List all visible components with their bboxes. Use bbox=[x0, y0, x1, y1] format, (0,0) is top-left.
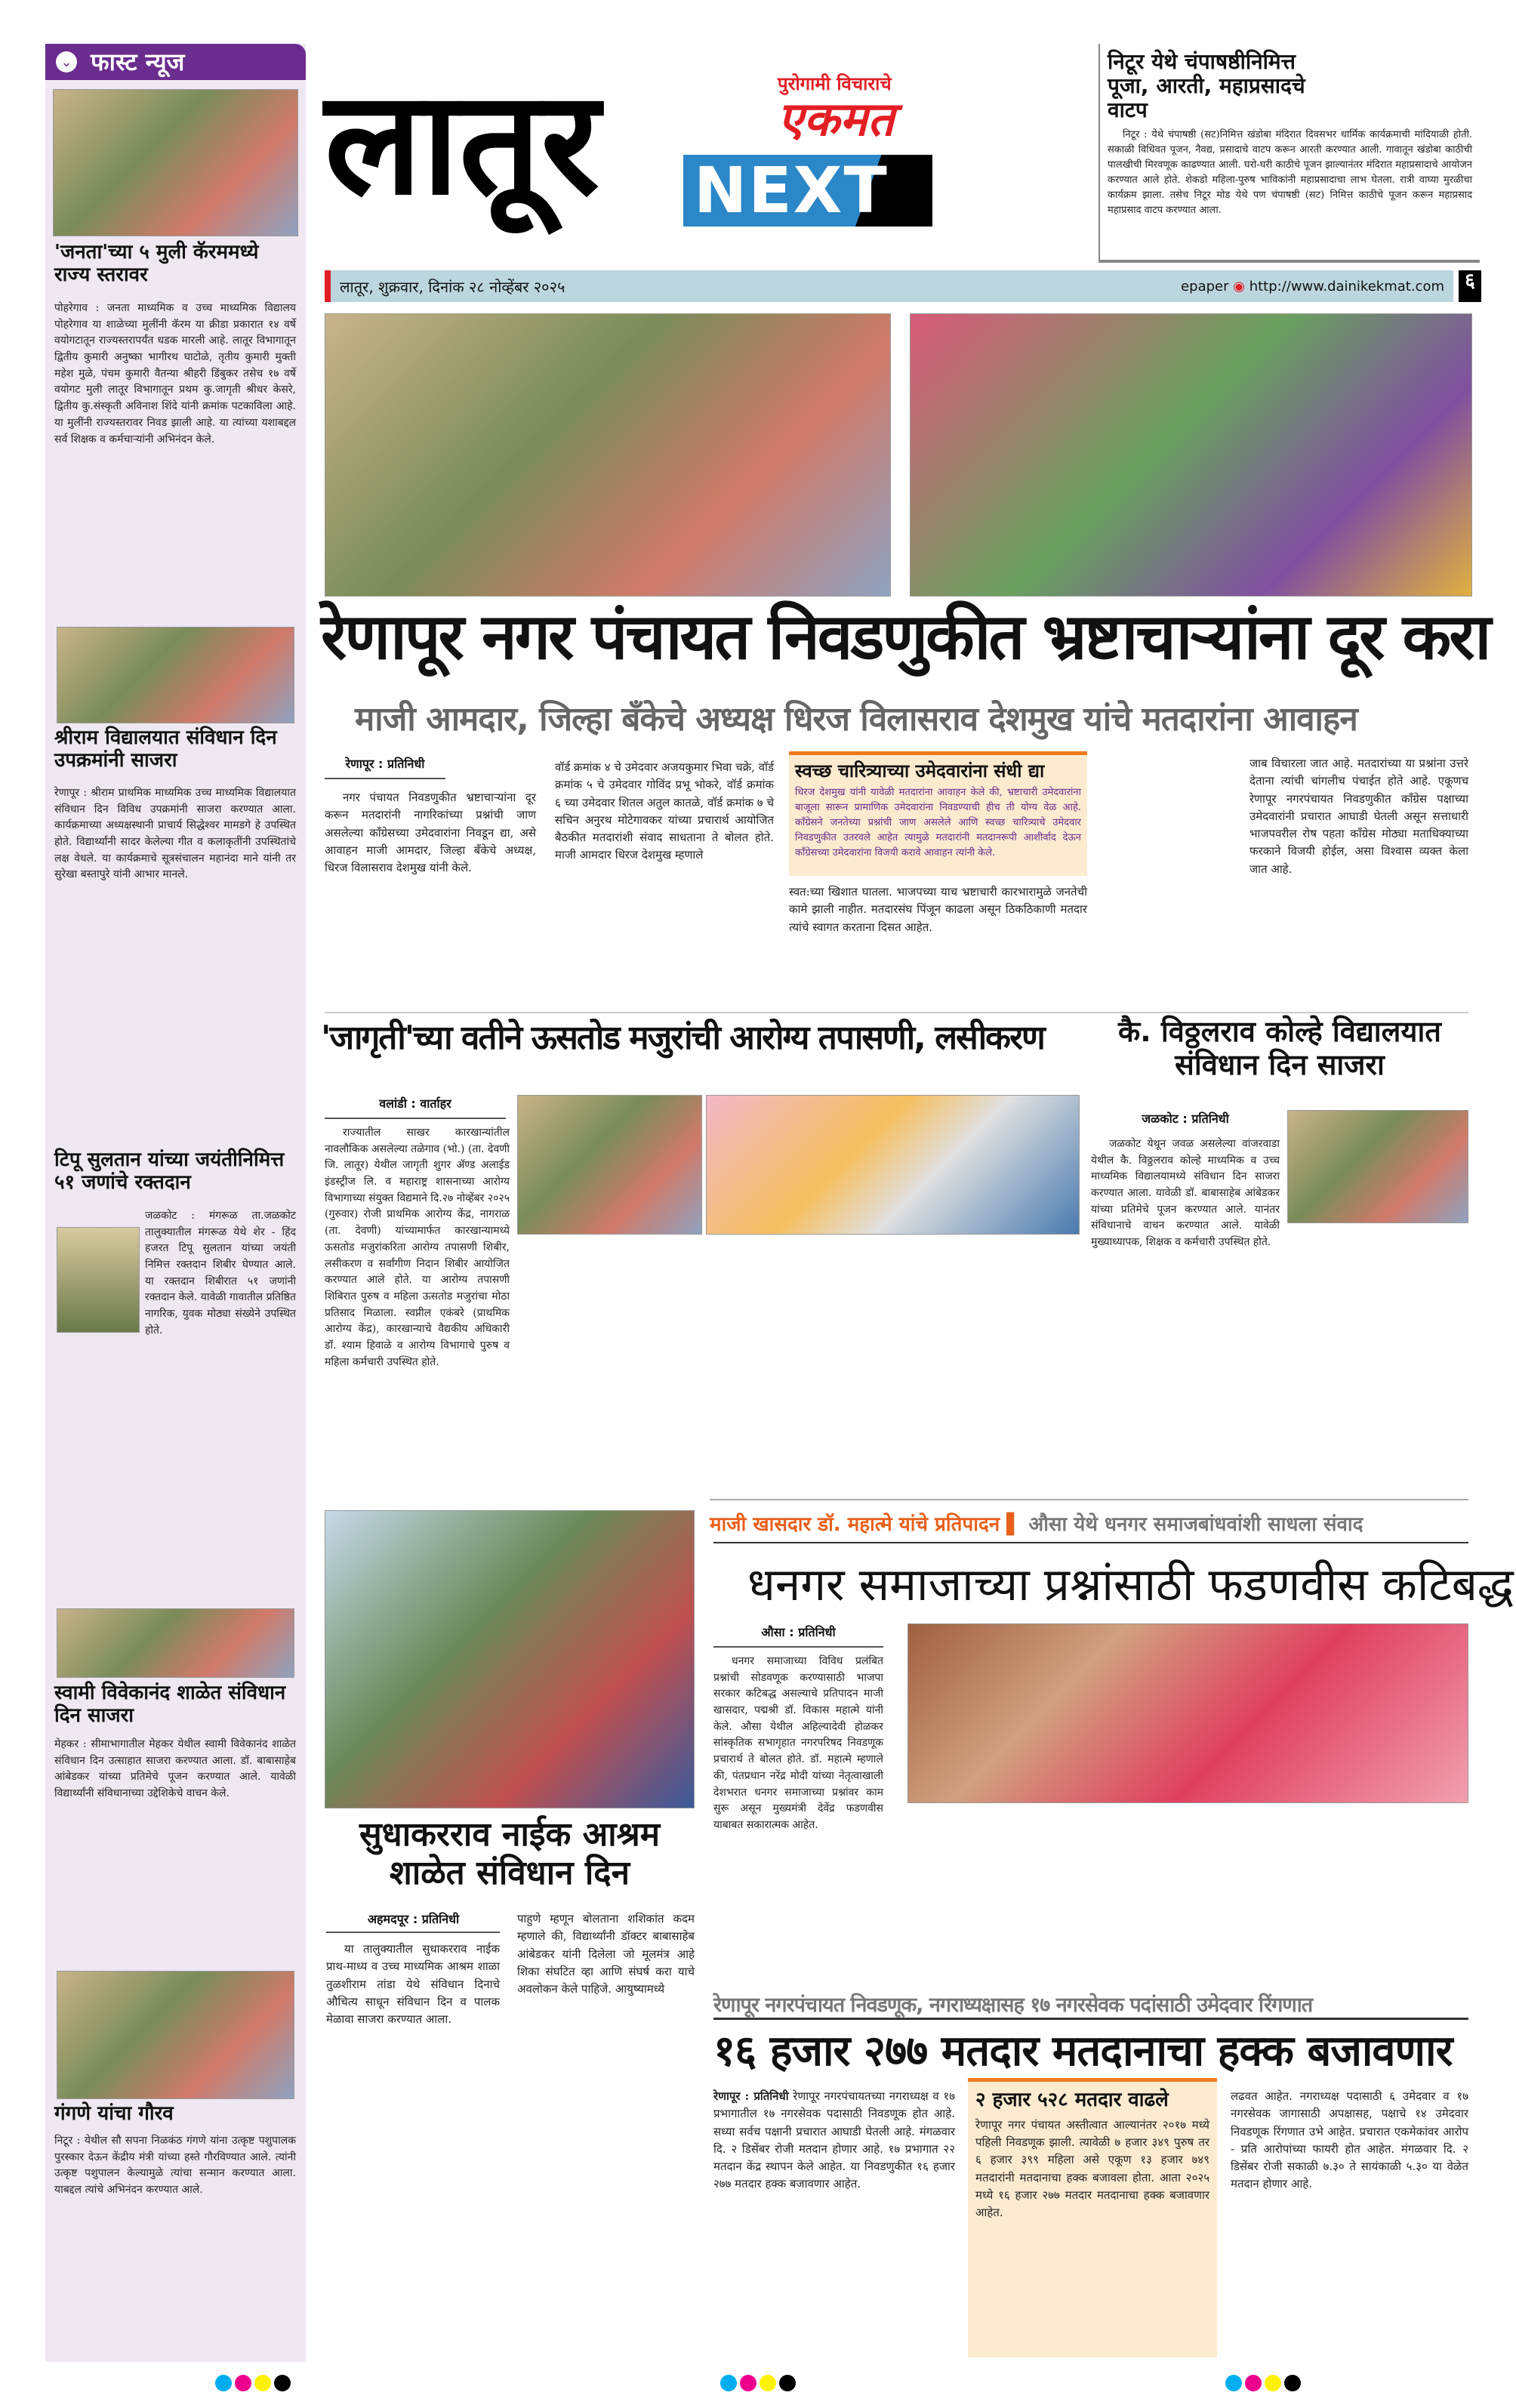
jagruti-photo-1 bbox=[517, 1095, 702, 1235]
voters-box: २ हजार ५२८ मतदार वाढले रेणापूर नगर पंचायत अस्तीत्वात आल्यानंतर २०१७ मध्ये पहिली निवडणूक झाली. त्यावेळी ७ हजार ३४९ पुरुष तर ६ हजार ३९९ महिला असे एकूण १३ हजार ७४९ मतदारांनी मतदानाचा हक्क बजावला होता. आता २०२५ मध्ये १६ हजार २७७ मतदार मतदानाचा हक्क बजावणार आहेत. bbox=[968, 2078, 1217, 2357]
lead-subhead: माजी आमदार, जिल्हा बँकेचे अध्यक्ष धिरज विलासराव देशमुख यांचे मतदारांना आवाहन bbox=[355, 700, 1357, 738]
divider bbox=[713, 1542, 1468, 1543]
bottom-body-right: लढवत आहेत. नगराध्यक्ष पदासाठी ६ उमेदवार व १७ नगरसेवक जागासाठी अपक्षासह, पक्षाचे १४ उमेदवार निवडणूक रिंगणात उभे आहेत. प्रचारात एकमेकांवर आरोप - प्रति आरोपांच्या फायरी होत आहेत. मंगळवार दि. २ डिसेंबर रोजी सकाळी ७.३० ते सायंकाळी ५.३० या वेळेत मतदान होणार आहे. bbox=[1231, 2089, 1468, 2191]
lead-photo-left bbox=[325, 313, 891, 597]
dhangar-byline: औसा : प्रतिनिधी bbox=[761, 1625, 836, 1639]
kolhe-body: जळकोट येथून जवळ असलेल्या वांजरवाडा येथील कै. विठ्ठलराव कोल्हे माध्यमिक व उच्च माध्यमिक विद्यालयामध्ये संविधान दिन साजरा करण्यात आला. यावेळी डॉ. बाबासाहेब आंबेडकर यांच्या प्रतिमेचे पूजन करण्यात आले. यानंतर संविधानाचे वाचन करण्यात आले. यावेळी मुख्याध्यापक, शिक्षक व कर्मचारी उपस्थित होते. bbox=[1091, 1138, 1280, 1249]
dhangar-photo bbox=[907, 1623, 1468, 1803]
lead-col-3: स्वत:च्या खिशात घातला. भाजपच्या याच भ्रष्टाचारी कारभारामुळे जनतेची कामे झाली नाहीत. मतदारसंघ पिंजून काढला असून ठिकठिकाणी मतदार त्यांचे स्वागत करताना दिसत आहेत. bbox=[789, 885, 1087, 934]
left-headline-4: स्वामी विवेकानंद शाळेत संविधान दिन साजरा bbox=[54, 1682, 286, 1727]
kolhe-headline: कै. विठ्ठलराव कोल्हे विद्यालयात संविधान दिन साजरा bbox=[1118, 1015, 1441, 1081]
lead-photo-right bbox=[910, 313, 1472, 597]
left-headline-2: श्रीराम विद्यालयात संविधान दिन उपक्रमांनी साजरा bbox=[54, 726, 277, 772]
bottom-headline: १६ हजार २७७ मतदार मतदानाचा हक्क बजावणार bbox=[713, 2027, 1453, 2076]
left-body-3: जळकोट : मंगरूळ ता.जळकोट तालुक्यातील मंगरूळ येथे शेर - हिंद हजरत टिपू सुलतान यांच्या जयंती निमित्त रक्तदान शिबीर घेण्यात आले. या रक्तदान शिबीरात ५१ जणांनी रक्तदान केले. यावेळी गावातील प्रतिष्ठित नागरिक, युवक मोठ्या संख्येने उपस्थित होते. bbox=[145, 1210, 296, 1337]
dhangar-headline: धनगर समाजाच्या प्रश्नांसाठी फडणवीस कटिबद्ध bbox=[747, 1559, 1514, 1611]
naik-headline: सुधाकरराव नाईक आश्रम शाळेत संविधान दिन bbox=[359, 1815, 661, 1892]
lead-col-1: नगर पंचायत निवडणुकीत भ्रष्टाचाऱ्यांना दूर करून मतदारांनी नागरिकांच्या प्रश्नांची जाण असलेल्या काँग्रेसच्या उमेदवारांना निवडून द्या, असे आवाहन माजी आमदार, जिल्हा बँकेचे अध्यक्ष, धिरज विलासराव देशमुख यांनी केले. bbox=[325, 791, 536, 874]
dhangar-kicker: माजी खासदार डॉ. महात्मे यांचे प्रतिपादन ▌ औसा येथे धनगर समाजबांधवांशी साधला संवाद bbox=[710, 1513, 1363, 1536]
masthead-city: लातूर bbox=[325, 60, 600, 227]
shriram-photo bbox=[57, 627, 294, 723]
divider bbox=[710, 1499, 1468, 1500]
lead-byline: रेणापूर : प्रतिनिधी bbox=[345, 757, 425, 771]
left-headline-3: टिपू सुलतान यांच्या जयंतीनिमित्त ५१ जणांचे रक्तदान bbox=[54, 1149, 285, 1194]
epaper-link[interactable]: http://www.dainikekmat.com bbox=[1249, 278, 1444, 294]
naik-body-1: या तालुक्यातील सुधाकरराव नाईक प्राथ-माध्य व उच्च माध्यमिक आश्रम शाळा तुळशीराम तांडा येथे संविधान दिनाचे औचित्य साधून संविधान दिन व पालक मेळावा साजरा करण्यात आला. bbox=[326, 1942, 500, 2026]
nidur-article: निटूर येथे चंपाषष्ठीनिमित्त पूजा, आरती, महाप्रसादचे वाटप निटूर : येथे चंपाषष्ठी (सट)निमित्त खंडोबा मंदिरात दिवसभर धार्मिक कार्यक्रमाची मांदियाळी होती. सकाळी विधिवत पूजन, नैवद्य, प्रसादाचे वाटप करून आरती करण्यात आली. गावातून खंडोबा काठीची पालखीची मिरवणूक काढण्यात आली. घरो-घरी काठीचे पूजन झाल्यानंतर मंदिरात महाप्रसादाचे आयोजन करण्यात आले होते. शेकडो महिला-पुरुष भाविकांनी महाप्रसादाचा लाभ घेतला. रात्री वाघ्या मुरळीचा कार्यक्रम झाला. तसेच निटूर मोड येथे पण चंपाषष्ठी (सट) निमित्त काठीचे पूजन करून महाप्रसाद महाप्रसाद वाटप करण्यात आला. bbox=[1098, 44, 1480, 263]
naik-byline: अहमदपूर : प्रतिनिधी bbox=[367, 1912, 460, 1926]
left-headline-5: गंगणे यांचा गौरव bbox=[54, 2102, 174, 2125]
globe-icon: ◉ bbox=[1233, 278, 1245, 294]
next-logo: NEXT bbox=[683, 155, 932, 227]
chevron-down-icon: ⌄ bbox=[56, 51, 77, 72]
lead-headline: रेणापूर नगर पंचायत निवडणुकीत भ्रष्टाचाऱ्यांना दूर करा bbox=[321, 600, 1490, 674]
left-body-5: निटूर : येथील सौ सपना निळकंठ गंगणे यांना उत्कृष्ट पशुपालक पुरस्कार देऊन केंद्रीय मंत्री यांच्या हस्ते गौरविण्यात आले. त्यांनी उत्कृष्ट पशुपालन केल्यामुळे त्यांचा सन्मान करण्यात आला. याबद्दल त्यांचे अभिनंदन करण्यात आले. bbox=[54, 2135, 296, 2197]
divider bbox=[326, 1932, 500, 1933]
left-body-4: मेहकर : सीमाभागातील मेहकर येथील स्वामी विवेकानंद शाळेत संविधान दिन उत्साहात साजरा करण्यात आला. डॉ. बाबासाहेब आंबेडकर यांच्या प्रतिमेचे पूजन करण्यात आले. यावेळी विद्यार्थ्यांनी संविधानाच्या उद्देशिकेचे वाचन केले. bbox=[54, 1738, 296, 1800]
naik-photo bbox=[325, 1510, 695, 1808]
divider bbox=[713, 1646, 883, 1648]
lead-col-2: वॉर्ड क्रमांक ४ चे उमेदवार अजयकुमार भिवा चक्रे, वॉर्ड क्रमांक ५ चे उमेदवार गोविंद प्रभू भोकरे, वॉर्ड क्रमांक ६ च्या उमेदवार शितल अतुल कातळे, वॉर्ड क्रमांक ७ चे सचिन अनुरथ मोटेगावकर यांच्या प्रचारार्थ आयोजित बैठकीत मतदारांशी संवाद साधताना ते बोलत होते. माजी आमदार धिरज देशमुख म्हणाले bbox=[555, 760, 774, 862]
bottom-body: रेणापूर : प्रतिनिधी रेणापूर नगरपंचायतच्या नगराध्यक्ष व १७ प्रभागातील १७ नगरसेवक पदासाठी निवडणूक होत आहे. सध्या सर्वच पक्षानी प्रचारात आघाडी घेतली आहे. मंगळवार दि. २ डिसेंबर रोजी मतदान होणार आहे. १७ प्रभागात २२ मतदान केंद्र स्थापन केले आहेत. या निवडणुकीत १६ हजार २७७ मतदार हक्क बजावणार आहेत. bbox=[713, 2089, 955, 2191]
gangane-photo bbox=[57, 1971, 294, 2099]
vivekanand-photo bbox=[57, 1608, 294, 1678]
masthead-brand-logo: एकमत bbox=[778, 91, 895, 146]
page-number: ६ bbox=[1459, 270, 1481, 302]
divider bbox=[325, 1012, 1468, 1013]
bottom-kicker: रेणापूर नगरपंचायत निवडणूक, नगराध्यक्षासह १७ नगरसेवक पदांसाठी उमेदवार रिंगणात bbox=[713, 1993, 1313, 2017]
lead-highlight-box: स्वच्छ चारित्र्याच्या उमेदवारांना संधी द्या धिरज देशमुख यांनी यावेळी मतदारांना आवाहन केले की, भ्रष्टाचारी उमेदवारांना बाजूला सारून प्रामाणिक उमेदवारांना निवडण्याची हीच ती योग्य वेळ आहे. काँग्रेसने जनतेच्या प्रश्नांची जाण असलेले आणि स्वच्छ चारित्र्याचे उमेदवार निवडणुकीत उतरवले आहेत त्यामुळे मतदारांनी मतदानरूपी आशीर्वाद देऊन काँग्रेसच्या उमेदवारांना विजयी करावे आवाहन त्यांनी केले. bbox=[789, 751, 1087, 876]
divider bbox=[325, 778, 445, 779]
left-headline-1: 'जनता'च्या ५ मुली कॅरममध्ये राज्य स्तरावर bbox=[54, 241, 259, 286]
jagruti-body: राज्यातील साखर कारखान्यांतील नावलौकिक असलेल्या तळेगाव (भो.) (ता. देवणी जि. लातूर) येथील जागृती शुगर ॲण्ड अलाईड इंडस्ट्रीज लि. व महाराष्ट्र शासनाच्या आरोग्य विभागाच्या संयुक्त विद्यमाने दि.२७ नोव्हेंबर २०२५ (गुरुवार) रोजी प्राथमिक आरोग्य केंद्र, नागराळ (ता. देवणी) यांच्यामार्फत कारखान्यामध्ये ऊसतोड मजुरांकरिता आरोग्य तपासणी शिबीर, लसीकरण व सर्वांगीण निदान शिबीर आयोजित करण्यात आले होते. या आरोग्य तपासणी शिबिरात पुरुष व महिला ऊसतोड मजुरांचा मोठा प्रतिसाद मिळाला. स्वप्नील एकंबरे (प्राथमिक आरोग्य केंद्र), कारखान्याचे वैद्यकीय अधिकारी डॉ. श्याम हिवाळे व आरोग्य विभागाचे पुरुष व महिला कर्मचारी उपस्थित होते. bbox=[325, 1127, 510, 1368]
date-bar: लातूर, शुक्रवार, दिनांक २८ नोव्हेंबर २०२५ epaper ◉ http://www.dainikekmat.com bbox=[325, 270, 1453, 302]
left-body-1: पोहरेगाव : जनता माध्यमिक व उच्च माध्यमिक विद्यालय पोहरेगाव या शाळेच्या मुलींनी कॅरम या क्रीडा प्रकारात १४ वर्षे वयोगटातून राज्यस्तरापर्यंत धडक मारली आहे. लातूर विभागातून द्वितीय कुमारी अनुष्का भागीरथ घाटोळे, तृतीय कुमारी मुक्ती महेश मुळे, पंचम कुमारी वैतन्या श्रीहरी डिंबुकर तसेच १७ वर्षे वयोगट मुली लातूर विभागातून प्रथम कु.जागृती श्रीधर केसरे, द्वितीय कु.संस्कृती अविनाश शिंदे यांनी क्रमांक पटकाविला आहे. या मुलींनी राज्यस्तरावर निवड झाली आहे. या त्यांच्या यशाबद्दल सर्व शिक्षक व कर्मचाऱ्यांनी अभिनंदन केले. bbox=[54, 302, 296, 446]
dhangar-body: धनगर समाजाच्या विविध प्रलंबित प्रश्नांची सोडवणूक करण्यासाठी भाजपा सरकार कटिबद्ध असल्याचे प्रतिपादन माजी खासदार, पद्मश्री डॉ. विकास महात्मे यांनी केले. औसा येथील अहिल्यादेवी होळकर सांस्कृतिक सभागृहात नगरपरिषद निवडणूक प्रचारार्थ ते बोलत होते. डॉ. महात्मे म्हणाले की, पंतप्रधान नरेंद्र मोदी यांच्या नेतृत्वाखाली देशभरात धनगर समाजाच्या प्रश्नांवर काम सुरू असून मुख्यमंत्री देवेंद्र फडणवीस याबाबत सकारात्मक आहेत. bbox=[713, 1655, 883, 1831]
masthead-tagline: पुरोगामी विचाराचे bbox=[778, 73, 892, 94]
kolhe-photo bbox=[1287, 1110, 1468, 1223]
jagruti-byline: वलांडी : वार्ताहर bbox=[379, 1096, 451, 1111]
divider bbox=[325, 1118, 506, 1119]
fast-news-header: ⌄ फास्ट न्यूज bbox=[45, 44, 306, 80]
jagruti-photo-2 bbox=[706, 1095, 1080, 1235]
lead-col-4: जाब विचारला जात आहे. मतदारांच्या या प्रश्नांना उत्तरे देताना त्यांची चांगलीच पंचाईत होते आहे. एकूणच रेणापूर नगरपंचायत निवडणुकीत काँग्रेस पक्षाच्या उमेदवारांनी प्रचारात आघाडी घेतली असून सत्ताधारी भाजपवरील रोष पहता काँग्रेस मोठ्या मताधिक्याच्या फरकाने विजयी होईल, असा विश्वास व्यक्त केला जात आहे. bbox=[1249, 757, 1468, 876]
jagruti-headline: 'जागृती'च्या वतीने ऊसतोड मजुरांची आरोग्य तपासणी, लसीकरण bbox=[321, 1019, 1044, 1057]
left-body-2: रेणापूर : श्रीराम प्राथमिक माध्यमिक उच्च माध्यमिक विद्यालयात संविधान दिन विविध उपक्रमांनी साजरा करण्यात आला. कार्यक्रमाच्या अध्यक्षस्थानी प्राचार्य सिद्धेश्वर मामडगे हे उपस्थित होते. विद्यार्थ्यांनी सादर केलेल्या गीत व कलाकृतींनी उपस्थितांचे लक्ष वेधले. या कार्यक्रमाचे सूत्रसंचालन महानंदा माने यांनी तर सुरेखा बस्तापुरे यांनी आभार मानले. bbox=[54, 787, 296, 881]
naik-body-2: पाहुणे म्हणून बोलताना शशिकांत कदम म्हणाले की, विद्यार्थ्यांनी डॉक्टर बाबासाहेब आंबेडकर यांनी दिलेला जो मूलमंत्र आहे शिका संघटित व्हा आणि संघर्ष करा याचे अवलोकन केले पाहिजे. आयुष्यामध्ये bbox=[517, 1912, 695, 1996]
registration-marks bbox=[0, 2375, 1516, 2394]
divider bbox=[713, 2018, 1468, 2020]
carrom-girls-photo bbox=[53, 89, 298, 236]
kolhe-byline: जळकोट : प्रतिनिधी bbox=[1142, 1112, 1229, 1126]
